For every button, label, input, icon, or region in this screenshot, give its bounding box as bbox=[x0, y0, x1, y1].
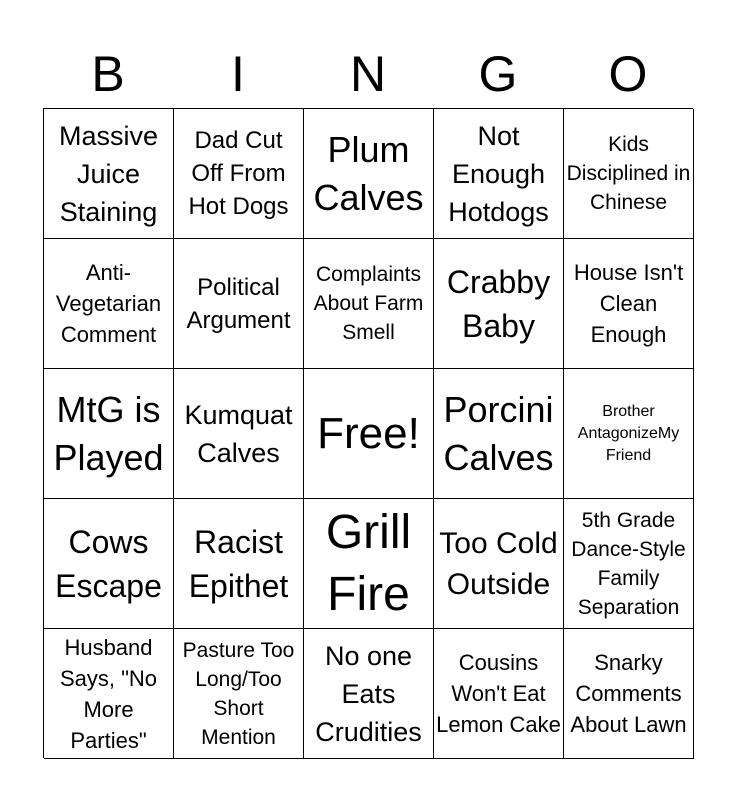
bingo-cell-free-space[interactable]: Free! bbox=[304, 369, 434, 499]
bingo-cell[interactable]: Crabby Baby bbox=[434, 239, 564, 369]
bingo-cell[interactable]: Husband Says, "No More Parties" bbox=[44, 629, 174, 759]
bingo-cell[interactable]: Complaints About Farm Smell bbox=[304, 239, 434, 369]
bingo-cell[interactable]: Porcini Calves bbox=[434, 369, 564, 499]
bingo-cell[interactable]: Cows Escape bbox=[44, 499, 174, 629]
bingo-cell[interactable]: Snarky Comments About Lawn bbox=[564, 629, 694, 759]
bingo-cell[interactable]: 5th Grade Dance-Style Family Separation bbox=[564, 499, 694, 629]
bingo-cell[interactable]: Dad Cut Off From Hot Dogs bbox=[174, 109, 304, 239]
bingo-cell[interactable]: Kumquat Calves bbox=[174, 369, 304, 499]
bingo-cell[interactable]: House Isn't Clean Enough bbox=[564, 239, 694, 369]
bingo-cell[interactable]: Pasture Too Long/Too Short Mention bbox=[174, 629, 304, 759]
bingo-cell[interactable]: No one Eats Crudities bbox=[304, 629, 434, 759]
bingo-cell[interactable]: Anti-Vegetarian Comment bbox=[44, 239, 174, 369]
bingo-cell[interactable]: Political Argument bbox=[174, 239, 304, 369]
bingo-cell[interactable]: Not Enough Hotdogs bbox=[434, 109, 564, 239]
bingo-cell[interactable]: Grill Fire bbox=[304, 499, 434, 629]
header-letter-n: N bbox=[349, 46, 387, 102]
bingo-cell[interactable]: Too Cold Outside bbox=[434, 499, 564, 629]
header-letter-i: I bbox=[231, 46, 245, 102]
bingo-card-grid bbox=[43, 108, 693, 758]
bingo-cell[interactable]: MtG is Played bbox=[44, 369, 174, 499]
bingo-cell[interactable]: Brother AntagonizeMy Friend bbox=[564, 369, 694, 499]
header-letter-b: B bbox=[91, 46, 125, 102]
bingo-cell[interactable]: Cousins Won't Eat Lemon Cake bbox=[434, 629, 564, 759]
bingo-cell[interactable]: Plum Calves bbox=[304, 109, 434, 239]
bingo-cell[interactable]: Racist Epithet bbox=[174, 499, 304, 629]
bingo-cell[interactable]: Massive Juice Staining bbox=[44, 109, 174, 239]
header-letter-o: O bbox=[608, 46, 648, 102]
bingo-header bbox=[43, 40, 693, 108]
header-letter-g: G bbox=[478, 46, 518, 102]
bingo-cell[interactable]: Kids Disciplined in Chinese bbox=[564, 109, 694, 239]
